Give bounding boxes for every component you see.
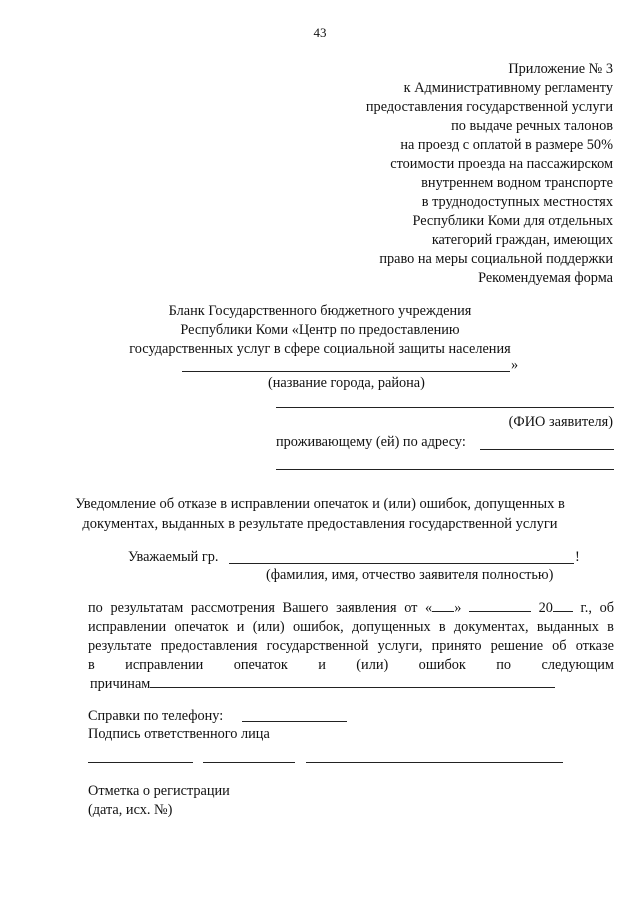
paragraph-line bbox=[88, 637, 614, 656]
word: по bbox=[88, 600, 103, 616]
word: исправлении bbox=[88, 619, 167, 635]
word: и bbox=[318, 657, 326, 673]
word: об bbox=[599, 600, 614, 616]
paragraph-line bbox=[88, 656, 614, 675]
page-number: 43 bbox=[313, 25, 327, 40]
word: по bbox=[496, 657, 512, 673]
word: следующим bbox=[541, 657, 614, 673]
notice-title-line: Уведомление об отказе в исправлении опечаток и (или) ошибок, допущенных в bbox=[75, 496, 565, 512]
word: заявления bbox=[336, 600, 397, 616]
word: ошибок bbox=[418, 657, 466, 673]
paragraph-line bbox=[88, 599, 614, 618]
word: предоставления bbox=[160, 638, 258, 654]
appendix-line: стоимости проезда на пассажирском bbox=[390, 156, 613, 172]
blank-line: Бланк Государственного бюджетного учреждения bbox=[168, 303, 472, 319]
name-signature-line[interactable] bbox=[306, 762, 563, 763]
appendix-line: к Административному регламенту bbox=[403, 80, 613, 96]
recommended-form-label: Рекомендуемая форма bbox=[478, 270, 613, 286]
day-blank[interactable] bbox=[432, 599, 454, 612]
word: государственной bbox=[266, 638, 369, 654]
word: (или) bbox=[252, 619, 285, 635]
word: опечаток bbox=[174, 619, 229, 635]
signature-line[interactable] bbox=[203, 762, 295, 763]
word: рассмотрения bbox=[190, 600, 275, 616]
word: от bbox=[404, 600, 418, 616]
word: об bbox=[552, 638, 567, 654]
word: (или) bbox=[356, 657, 389, 673]
word: принято bbox=[431, 638, 482, 654]
word: « bbox=[425, 600, 433, 616]
word: выданных bbox=[536, 619, 599, 635]
phone-label: Справки по телефону: bbox=[88, 708, 224, 724]
blank-line: государственных услуг в сфере социальной защиты населения bbox=[129, 341, 511, 357]
word: г., bbox=[580, 600, 592, 616]
month-blank[interactable] bbox=[469, 599, 531, 612]
institution-blank bbox=[0, 302, 640, 359]
appendix-line: на проезд с оплатой в размере 50% bbox=[400, 137, 613, 153]
word: » bbox=[454, 600, 462, 616]
applicant-name-line[interactable] bbox=[229, 563, 574, 564]
word: 20 bbox=[538, 600, 553, 616]
registration-label: Отметка о регистрации bbox=[88, 783, 230, 799]
appendix-line: Приложение № 3 bbox=[508, 61, 613, 77]
word: документах, bbox=[453, 619, 529, 635]
word: в bbox=[438, 619, 446, 635]
appendix-line: Республики Коми для отдельных bbox=[412, 213, 613, 229]
phone-field-line[interactable] bbox=[242, 721, 347, 722]
word: опечаток bbox=[233, 657, 288, 673]
registration-sub: (дата, исх. №) bbox=[88, 802, 173, 818]
closing-quote: » bbox=[511, 357, 519, 373]
appendix-line: категорий граждан, имеющих bbox=[431, 232, 613, 248]
city-field-line[interactable] bbox=[182, 371, 510, 372]
notice-title bbox=[0, 494, 640, 534]
paragraph-line bbox=[88, 618, 614, 637]
word: услуги, bbox=[377, 638, 423, 654]
fio-caption: (ФИО заявителя) bbox=[508, 414, 613, 430]
paragraph-line bbox=[88, 675, 614, 694]
reasons-label: причинам bbox=[90, 676, 151, 692]
greeting-label: Уважаемый гр. bbox=[128, 549, 219, 565]
appendix-line: предоставления государственной услуги bbox=[365, 99, 613, 115]
greeting-caption: (фамилия, имя, отчество заявителя полностью) bbox=[266, 567, 554, 583]
appendix-line: право на меры социальной поддержки bbox=[379, 251, 613, 267]
position-signature-line[interactable] bbox=[88, 762, 193, 763]
reasons-blank[interactable] bbox=[150, 675, 555, 688]
word: допущенных bbox=[351, 619, 431, 635]
appendix-line: в труднодоступных местностях bbox=[421, 194, 613, 210]
appendix-line: внутреннем водном транспорте bbox=[421, 175, 613, 191]
word: Вашего bbox=[282, 600, 329, 616]
address-field-line-2[interactable] bbox=[276, 469, 614, 470]
address-field-line[interactable] bbox=[480, 449, 614, 450]
word: решение bbox=[490, 638, 544, 654]
fio-field-line[interactable] bbox=[276, 407, 614, 408]
word: ошибок, bbox=[292, 619, 344, 635]
date-year-field[interactable] bbox=[539, 599, 573, 618]
word: в bbox=[607, 619, 614, 635]
appendix-header bbox=[366, 60, 613, 269]
address-label: проживающему (ей) по адресу: bbox=[276, 434, 466, 450]
word: результате bbox=[88, 638, 152, 654]
greeting-exclaim: ! bbox=[575, 549, 580, 565]
city-caption: (название города, района) bbox=[268, 375, 425, 391]
appendix-line: по выдаче речных талонов bbox=[451, 118, 613, 134]
date-day-field[interactable] bbox=[425, 599, 461, 618]
blank-line: Республики Коми «Центр по предоставлению bbox=[180, 322, 460, 338]
word: и bbox=[236, 619, 245, 635]
decision-paragraph bbox=[88, 599, 614, 694]
signature-label: Подпись ответственного лица bbox=[88, 726, 270, 742]
word: результатам bbox=[110, 600, 184, 616]
notice-title-line: документах, выданных в результате предоставления государственной услуги bbox=[82, 516, 558, 532]
year-blank[interactable] bbox=[553, 599, 573, 612]
word: в bbox=[88, 657, 95, 673]
word: отказе bbox=[575, 638, 614, 654]
word: исправлении bbox=[125, 657, 204, 673]
